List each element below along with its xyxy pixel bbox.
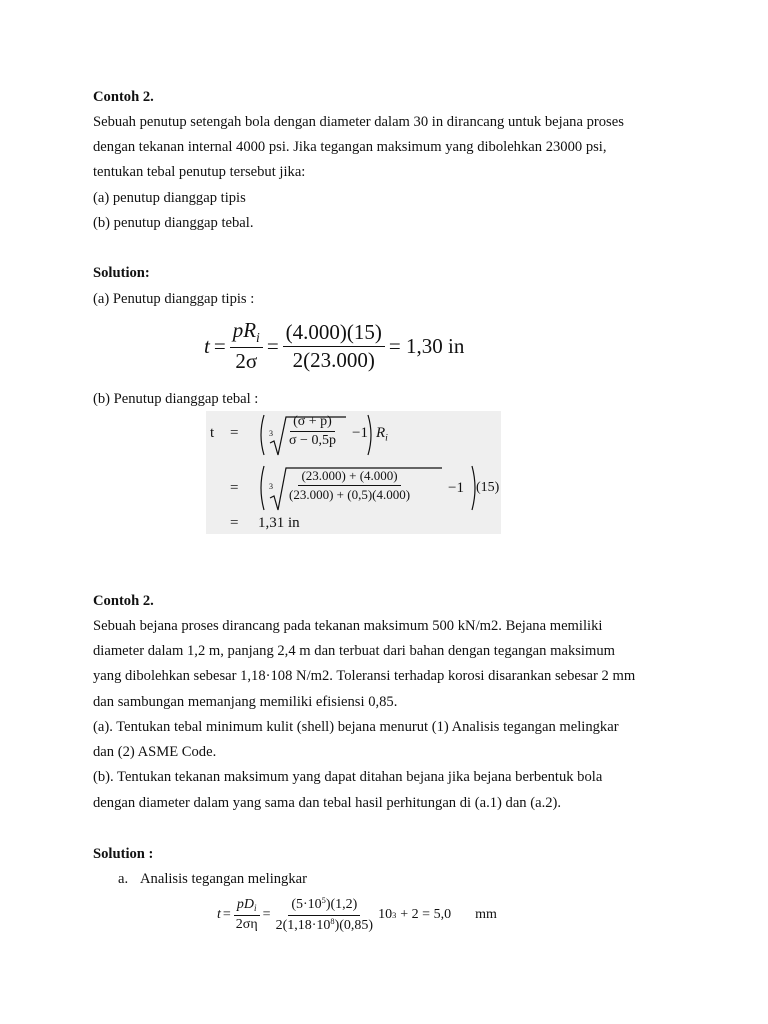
equation-thick-head-box [206, 411, 501, 534]
eq-a-num2: (4.000)(15) [283, 320, 385, 347]
example-2-line-6: dan (2) ASME Code. [93, 744, 217, 760]
eq-c-pow: 10 [378, 907, 393, 922]
eq-c-num2-a: (5·10 [291, 897, 322, 913]
item-a-text: Analisis tegangan melingkar [140, 871, 307, 887]
eq-b-t: t [210, 425, 215, 441]
eq-c-unit: mm [475, 907, 497, 922]
example-2-item-a [118, 870, 307, 888]
eq-c-equals-2: = [262, 907, 271, 922]
eq-a-fraction-symbolic [230, 318, 263, 374]
eq-a-num1: pR [232, 318, 257, 343]
eq-b-tail: (15) [476, 480, 500, 495]
eq-b-equals-3: = [230, 515, 239, 531]
eq-b-r-sub: i [385, 432, 388, 444]
item-a-marker: a. [118, 871, 129, 887]
example-2-solution-heading: Solution : [93, 846, 154, 862]
example-2-line-1: Sebuah bejana proses dirancang pada tekanan maksimum 500 kN/m2. Bejana memiliki [93, 618, 603, 634]
eq-c-equals: = [222, 907, 231, 922]
eq-b-frac-1 [286, 414, 339, 449]
example-2-line-2: diameter dalam 1,2 m, panjang 2,4 m dan terbuat dari bahan dengan tegangan maksimum [93, 643, 615, 659]
eq-a-fraction-numeric [283, 320, 385, 373]
example-1-solution-heading: Solution: [93, 265, 150, 281]
eq-c-num1: pD [236, 897, 255, 913]
example-1-option-b: (b) penutup dianggap tebal. [93, 215, 254, 231]
eq-c-den1: 2ση [235, 916, 258, 932]
eq-b-equals-2: = [230, 480, 239, 496]
eq-c-num2-b: )(1,2) [325, 897, 358, 913]
eq-a-num1-sub: i [256, 329, 260, 345]
example-1-line-2: dengan tekanan internal 4000 psi. Jika tegangan maksimum yang dibolehkan 23000 psi, [93, 139, 607, 155]
example-1-line-3: tentukan tebal penutup tersebut jika: [93, 164, 306, 180]
eq-b-num1: (σ + p) [290, 414, 335, 432]
equation-hoop-stress [217, 894, 497, 936]
eq-b-minus-one-2: −1 [448, 480, 464, 496]
eq-a-equals: = [213, 333, 226, 358]
eq-b-row-2 [206, 460, 501, 514]
eq-b-frac-2 [286, 468, 413, 503]
eq-b-row-3 [206, 514, 501, 534]
eq-a-equals-2: = [266, 333, 279, 358]
eq-c-den2-sup: 8 [330, 916, 335, 926]
eq-a-den2: 2(23.000) [292, 347, 375, 372]
eq-c-den2-a: 2(1,18·10 [275, 917, 331, 933]
eq-b-r [376, 425, 388, 443]
eq-a-t: t [204, 333, 210, 358]
example-2-line-5: (a). Tentukan tebal minimum kulit (shell) bejana menurut (1) Analisis tegangan melingkar [93, 719, 619, 735]
eq-a-den1: 2σ [235, 348, 258, 373]
eq-c-fraction-numeric [273, 896, 377, 933]
example-1-part-a-label: (a) Penutup dianggap tipis : [93, 291, 255, 307]
eq-b-r-letter: R [376, 425, 386, 441]
example-1-option-a: (a) penutup dianggap tipis [93, 190, 246, 206]
eq-c-fraction-symbolic [233, 897, 261, 932]
eq-b-row-1 [206, 411, 501, 457]
eq-b-cube-index-2: 3 [269, 482, 273, 491]
example-2-line-4: dan sambungan memanjang memiliki efisiensi 0,85. [93, 694, 398, 710]
equation-thin-head [204, 318, 464, 374]
eq-b-close-paren-1 [366, 413, 376, 457]
eq-c-num1-sub: i [254, 903, 257, 914]
example-2-line-3: yang dibolehkan sebesar 1,18·108 N/m2. Toleransi terhadap korosi disarankan sebesar 2 mm [93, 668, 636, 684]
eq-c-pow-sup: 3 [392, 910, 397, 920]
eq-b-den2: (23.000) + (0,5)(4.000) [289, 487, 411, 502]
eq-c-den2-b: )(0,85) [334, 917, 374, 933]
eq-b-num2: (23.000) + (4.000) [298, 468, 400, 486]
example-1-part-b-label: (b) Penutup dianggap tebal : [93, 391, 259, 407]
eq-c-num2-sup: 5 [321, 896, 326, 906]
eq-b-minus-one-1: −1 [352, 425, 368, 441]
eq-b-result: 1,31 in [258, 515, 300, 531]
eq-c-rest: + 2 = 5,0 [400, 907, 452, 922]
eq-b-equals-1: = [230, 425, 239, 441]
example-2-line-8: dengan diameter dalam yang sama dan tebal hasil perhitungan di (a.1) dan (a.2). [93, 795, 562, 811]
eq-c-t: t [217, 907, 221, 922]
eq-a-result: = 1,30 in [388, 333, 465, 358]
example-2-heading: Contoh 2. [93, 593, 154, 609]
eq-b-cube-index-1: 3 [269, 429, 273, 438]
example-1-heading: Contoh 2. [93, 89, 154, 105]
example-2-line-7: (b). Tentukan tekanan maksimum yang dapat ditahan bejana jika bejana berbentuk bola [93, 769, 603, 785]
eq-b-den1: σ − 0,5p [289, 433, 336, 448]
example-1-line-1: Sebuah penutup setengah bola dengan diameter dalam 30 in dirancang untuk bejana proses [93, 114, 624, 130]
